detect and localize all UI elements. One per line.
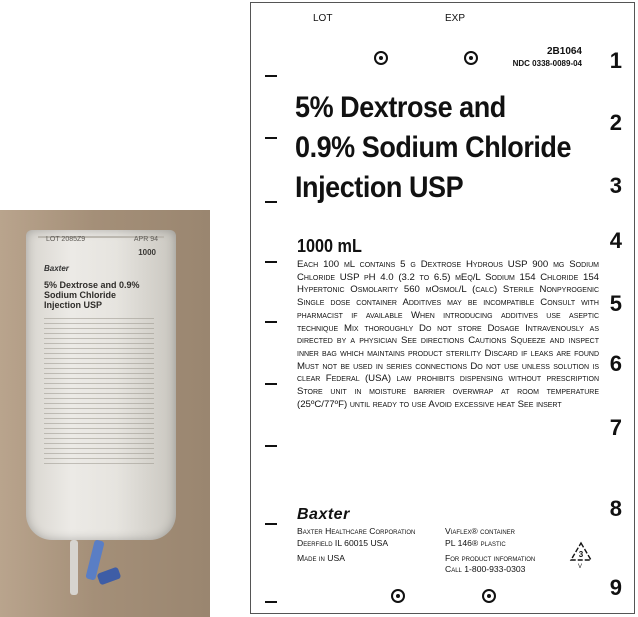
bag-fine-print [44, 318, 154, 468]
scale-tick [265, 523, 277, 525]
company-address: Deerfield IL 60015 USA [297, 538, 389, 548]
volume: 1000 mL [297, 236, 362, 256]
made-in: Made in USA [297, 553, 345, 563]
scale-number-7: 7 [609, 415, 622, 440]
scale-tick [265, 445, 277, 447]
recycle-letter: V [578, 564, 583, 570]
registration-mark [374, 51, 388, 65]
scale-number-9: 9 [609, 575, 622, 600]
bag-exp-text: APR 94 [133, 236, 158, 243]
recycle-number: 3 [578, 550, 584, 559]
bag-port-tube [70, 540, 78, 595]
scale-number-4: 4 [609, 228, 622, 253]
bag-volume-text: 1000 [138, 248, 156, 257]
bag-title-text: 5% Dextrose and 0.9% Sodium Chloride Injection USP [44, 280, 140, 310]
recycle-icon [569, 541, 593, 563]
ndc-number: NDC 0338-0089-04 [512, 59, 582, 68]
scale-tick [265, 321, 277, 323]
iv-bag [26, 230, 176, 540]
scale-tick [265, 137, 277, 139]
bag-brand-text: Baxter [44, 264, 69, 273]
lot-label: LOT [313, 13, 333, 24]
phone-number: Call 1-800-933-0303 [445, 564, 526, 574]
exp-label: EXP [445, 13, 466, 24]
scale-number-8: 8 [609, 496, 622, 521]
bag-lot-text: LOT 2085Z9 [46, 236, 86, 243]
plastic-type: PL 146® plastic [445, 538, 506, 548]
iv-bag-photo [0, 210, 210, 617]
scale-number-2: 2 [609, 110, 622, 135]
registration-mark [391, 589, 405, 603]
bag-label [250, 2, 635, 614]
scale-number-3: 3 [609, 173, 622, 198]
registration-mark [482, 589, 496, 603]
product-code: 2B1064 [546, 46, 582, 57]
scale-tick [265, 75, 277, 77]
company-name: Baxter Healthcare Corporation [297, 526, 416, 536]
product-title-line-3: Injection USP [295, 171, 464, 204]
product-title-line-1: 5% Dextrose and [295, 91, 506, 124]
product-title-line-2: 0.9% Sodium Chloride [295, 131, 572, 164]
registration-mark [464, 51, 478, 65]
scale-number-6: 6 [609, 351, 622, 376]
directions-text: Each 100 mL contains 5 g Dextrose Hydrous USP 900 mg Sodium Chloride USP pH 4.0 (3.2 to 6.5) mEq/L Sodium 154 Chloride 154 Hypertonic Osmolarity 560 mOsmol/L (calc) Sterile Nonpyrogenic Single dose container Additives may be incompatible Consult with pharmacist if available When introducing additives use aseptic technique Mix thoroughly Do not store Dosage Intravenously as directed by a physician See directions Cautions Squeeze and inspect inner bag which maintains product sterility Discard if leaks are found Must not be used in series connections Do not use unless solution is clear Federal (USA) law prohibits dispensing without prescription Store unit in moisture barrier overwrap at room temperature (25ºC/77ºF) until ready to use Avoid excessive heat See insert [297, 259, 599, 410]
product-info: For product information [445, 553, 536, 563]
scale-tick [265, 601, 277, 603]
scale-tick [265, 261, 277, 263]
scale-tick [265, 383, 277, 385]
scale-number-5: 5 [609, 291, 622, 316]
scale-number-1: 1 [609, 48, 622, 73]
scale-tick [265, 201, 277, 203]
brand-logo: Baxter [297, 506, 350, 523]
container-type: Viaflex® container [445, 526, 516, 536]
